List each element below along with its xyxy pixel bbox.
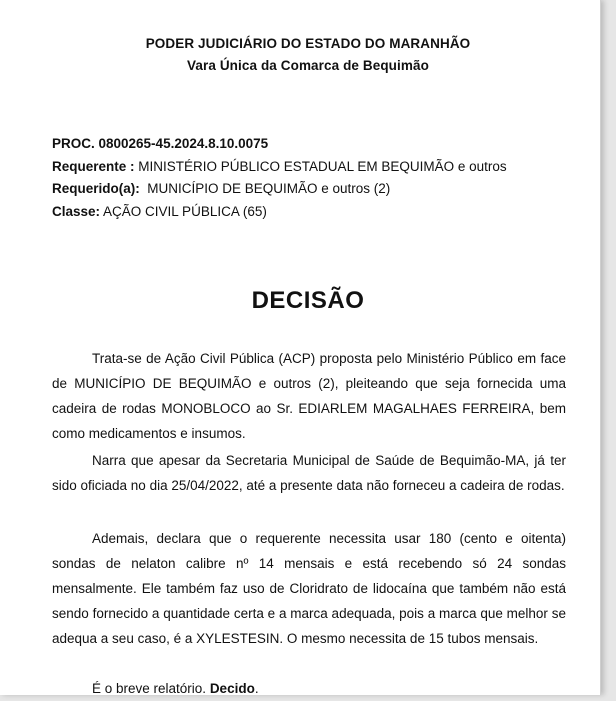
paragraph-2: Narra que apesar da Secretaria Municipal de Saúde de Bequimão-MA, já ter sido oficiada no dia 25/04/2022, até a presente data não forneceu a cadeira de rodas. <box>52 453 566 493</box>
case-number <box>52 136 268 151</box>
plaintiff-value: MINISTÉRIO PÚBLICO ESTADUAL EM BEQUIMÃO e outros <box>134 159 507 174</box>
paragraph-4-bold: Decido <box>209 681 255 696</box>
class-value: AÇÃO CIVIL PÚBLICA (65) <box>100 204 267 219</box>
paragraph-1: Trata-se de Ação Civil Pública (ACP) proposta pelo Ministério Público em face de MUNICÍPIO DE BEQUIMÃO e outros (2), pleiteando que seja fornecida uma cadeira de rodas MONOBLOCO ao Sr. EDIARLEM MAGALHAES FERREIRA, bem como medicamentos e insumos. <box>52 351 566 441</box>
court-division: Vara Única da Comarca de Bequimão <box>187 58 429 73</box>
paragraph-4-end: . <box>254 681 259 696</box>
paragraph-4-text: É o breve relatório. <box>92 681 210 696</box>
defendant-line <box>52 181 390 196</box>
document-title: DECISÃO <box>251 287 365 314</box>
plaintiff-label: Requerente : <box>52 159 135 174</box>
plaintiff-line <box>52 159 507 174</box>
defendant-value: MUNICÍPIO DE BEQUIMÃO e outros (2) <box>139 181 391 196</box>
class-line <box>52 204 267 219</box>
defendant-label: Requerido(a): <box>52 181 140 196</box>
paragraph-4 <box>52 676 566 701</box>
court-name: PODER JUDICIÁRIO DO ESTADO DO MARANHÃO <box>145 36 471 51</box>
paragraph-3: Ademais, declara que o requerente necessita usar 180 (cento e oitenta) sondas de nelaton calibre nº 14 mensais e está recebendo só 24 sondas mensalmente. Ele também faz uso de Cloridrato de lidocaína que também não está sendo fornecido a quantidade certa e a marca adequada, pois a marca que melhor se adequa a seu caso, é a XYLESTESIN. O mesmo necessita de 15 tubos mensais. <box>52 531 566 646</box>
class-label: Classe: <box>52 204 101 219</box>
case-number-text: PROC. 0800265-45.2024.8.10.0075 <box>52 136 269 151</box>
